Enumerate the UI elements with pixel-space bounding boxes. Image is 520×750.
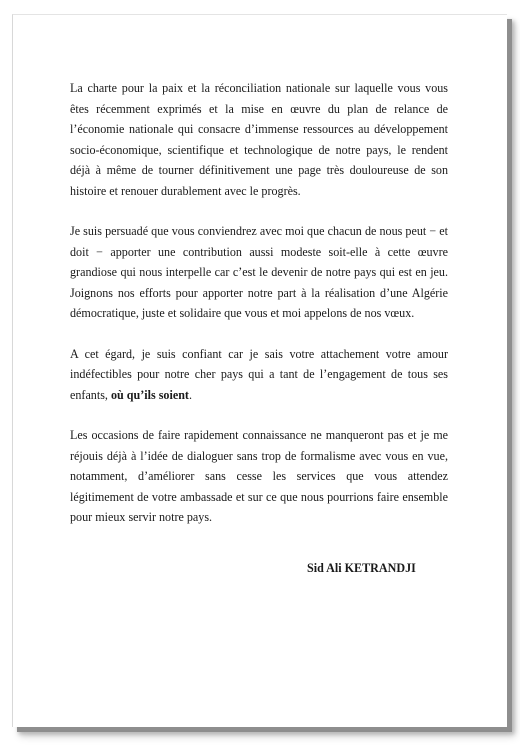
paragraph-3-end: . (188, 387, 192, 402)
paragraph-2: Je suis persuadé que vous conviendrez avec moi que chacun de nous peut − et doit − apporter une contribution aussi modeste soit-elle à cette œuvre grandiose qui nous interpelle car c’est le devenir de notre pays qui est en jeu. Joignons nos efforts pour apporter notre part à la réalisation d’une Algérie démocratique, juste et solidaire que vous et moi appelons de nos vœux. (70, 224, 448, 320)
paragraph-3 (70, 344, 448, 406)
letter-sheet (12, 14, 507, 727)
signature: Sid Ali KETRANDJI (307, 561, 416, 575)
paragraph-3-text: A cet égard, je suis confiant car je sais votre attachement votre amour indéfectibles pour notre cher pays qui a tant de l’engagement de tous ses enfants, (70, 346, 448, 402)
paragraph-1: La charte pour la paix et la réconciliation nationale sur laquelle vous vous êtes récemment exprimés et la mise en œuvre du plan de relance de l’économie nationale qui consacre d’immense ressources au développement socio-économique, scientifique et technologique de notre pays, le rendent déjà à même de tourner définitivement une page très douloureuse de son histoire et renouer durablement avec le progrès. (70, 81, 448, 198)
paragraph-3-emphasis: où qu’ils soient (110, 387, 189, 402)
paragraph-4: Les occasions de faire rapidement connaissance ne manqueront pas et je me réjouis déjà à l’idée de dialoguer sans trop de formalisme avec vous en vue, notamment, d’améliorer sans cesse les services que vous attendez légitimement de votre ambassade et sur ce que nous pourrions faire ensemble pour mieux servir notre pays. (70, 428, 448, 524)
letter-body (70, 78, 448, 528)
